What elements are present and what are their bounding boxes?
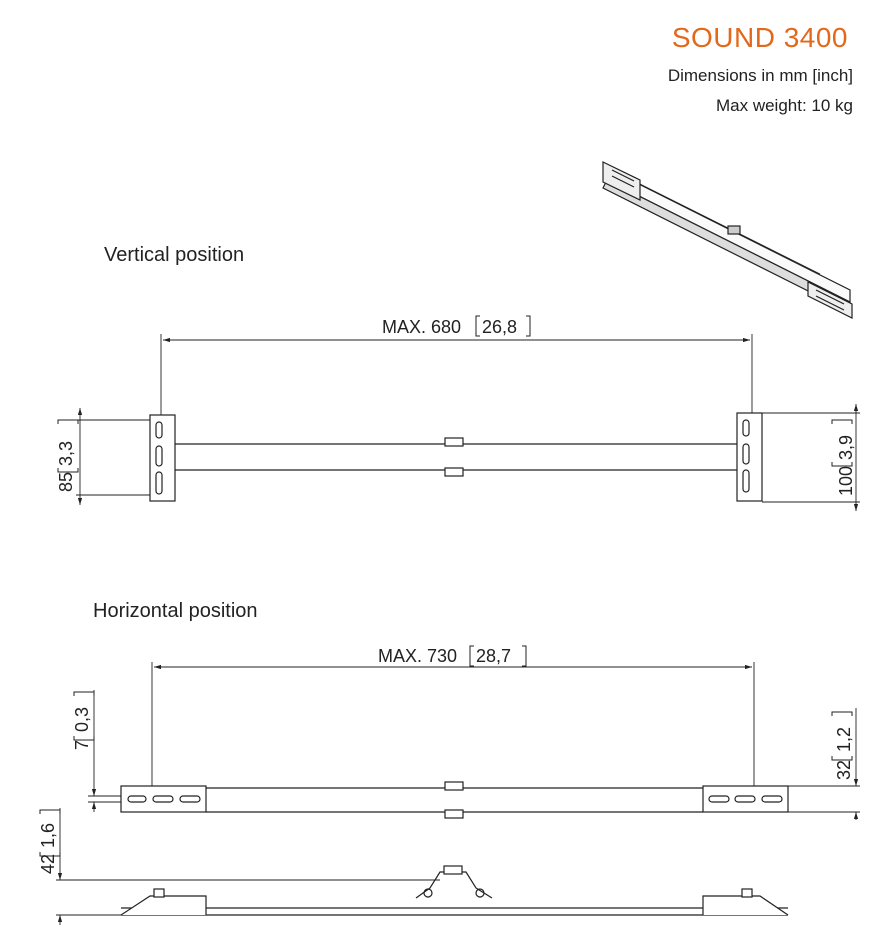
vertical-right-height-mm: 100 xyxy=(836,465,856,496)
horizontal-height-inch: 1,2 xyxy=(834,726,854,752)
vertical-width-inch: 26,8 xyxy=(482,317,518,337)
product-title: SOUND 3400 xyxy=(671,22,848,53)
perspective-view xyxy=(603,162,852,318)
vertical-view xyxy=(76,316,860,511)
horizontal-width-mm: MAX. 730 xyxy=(378,646,458,666)
vertical-width-mm: MAX. 680 xyxy=(382,317,462,337)
vertical-right-height-inch: 3,9 xyxy=(836,434,856,460)
horizontal-offset-mm: 7 xyxy=(72,739,92,750)
vertical-left-height-mm: 85 xyxy=(56,471,76,492)
side-depth-inch: 1,6 xyxy=(38,822,58,848)
horizontal-offset-inch: 0,3 xyxy=(72,706,92,732)
side-depth-mm: 42 xyxy=(38,853,58,874)
horizontal-height-mm: 32 xyxy=(834,759,854,780)
dimensions-note: Dimensions in mm [inch] xyxy=(667,66,853,85)
horizontal-position-label: Horizontal position xyxy=(93,600,258,622)
side-view xyxy=(56,808,788,925)
horizontal-width-inch: 28,7 xyxy=(476,646,512,666)
max-weight: Max weight: 10 kg xyxy=(715,96,853,115)
vertical-position-label: Vertical position xyxy=(104,244,245,266)
vertical-left-height-inch: 3,3 xyxy=(56,440,76,466)
horizontal-view xyxy=(88,646,860,820)
